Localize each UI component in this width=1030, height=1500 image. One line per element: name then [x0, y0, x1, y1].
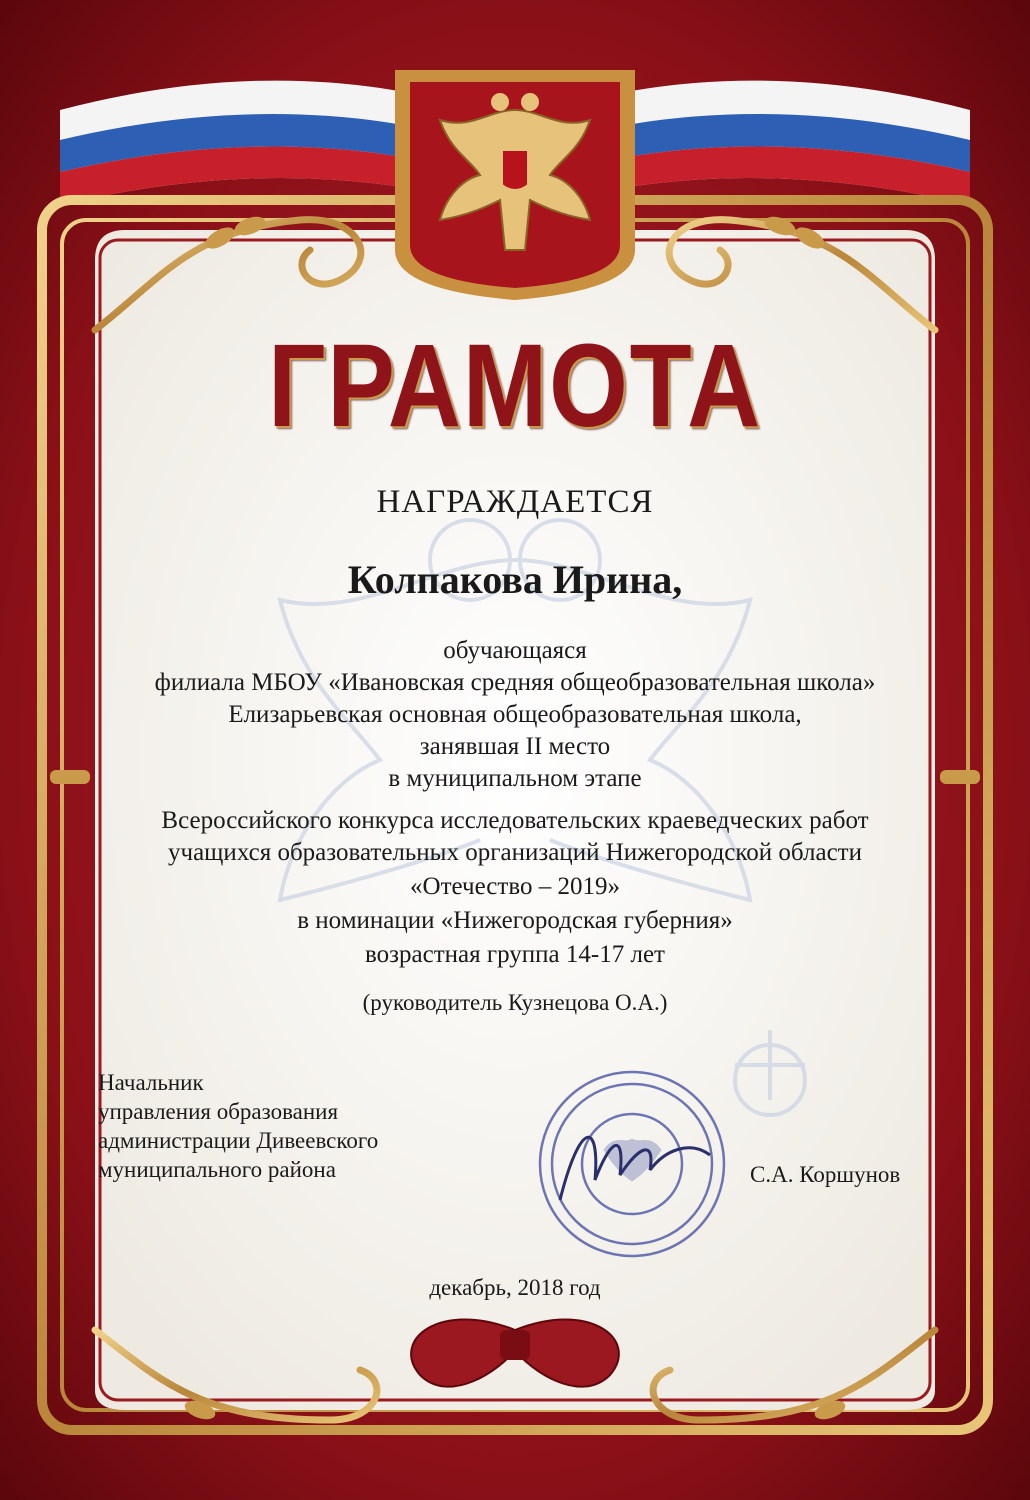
page-title: ГРАМОТА — [268, 320, 762, 452]
body-line: Елизарьевская основная общеобразовательная школа, — [228, 701, 802, 728]
body-line: занявшая II место — [419, 733, 611, 760]
issue-date: декабрь, 2018 год — [429, 1275, 601, 1300]
signatory-title-line: Начальник — [98, 1070, 204, 1095]
body-line: «Отечество – 2019» — [410, 873, 620, 900]
awarded-heading: НАГРАЖДАЕТСЯ — [376, 484, 654, 520]
signatory-title-line: управления образования — [98, 1099, 339, 1124]
russian-coat-of-arms-icon — [395, 70, 635, 300]
signatory-title-line: администрации Дивеевского — [98, 1128, 379, 1153]
recipient-name: Колпакова Ирина, — [347, 557, 683, 602]
body-line: обучающаяся — [443, 637, 587, 664]
body-line: филиала МБОУ «Ивановская средняя общеобразовательная школа» — [154, 669, 876, 696]
body-line: в номинации «Нижегородская губерния» — [297, 907, 733, 934]
body-line: Всероссийского конкурса исследовательских краеведческих работ — [161, 807, 869, 834]
signatory-name: С.А. Коршунов — [750, 1162, 901, 1187]
body-line: в муниципальном этапе — [388, 765, 642, 792]
signatory-title — [98, 1068, 378, 1184]
supervisor-note: (руководитель Кузнецова О.А.) — [362, 990, 668, 1015]
signatory-title-line: муниципального района — [98, 1157, 336, 1182]
body-line: учащихся образовательных организаций Нижегородской области — [168, 839, 862, 866]
body-line: возрастная группа 14-17 лет — [365, 941, 665, 968]
